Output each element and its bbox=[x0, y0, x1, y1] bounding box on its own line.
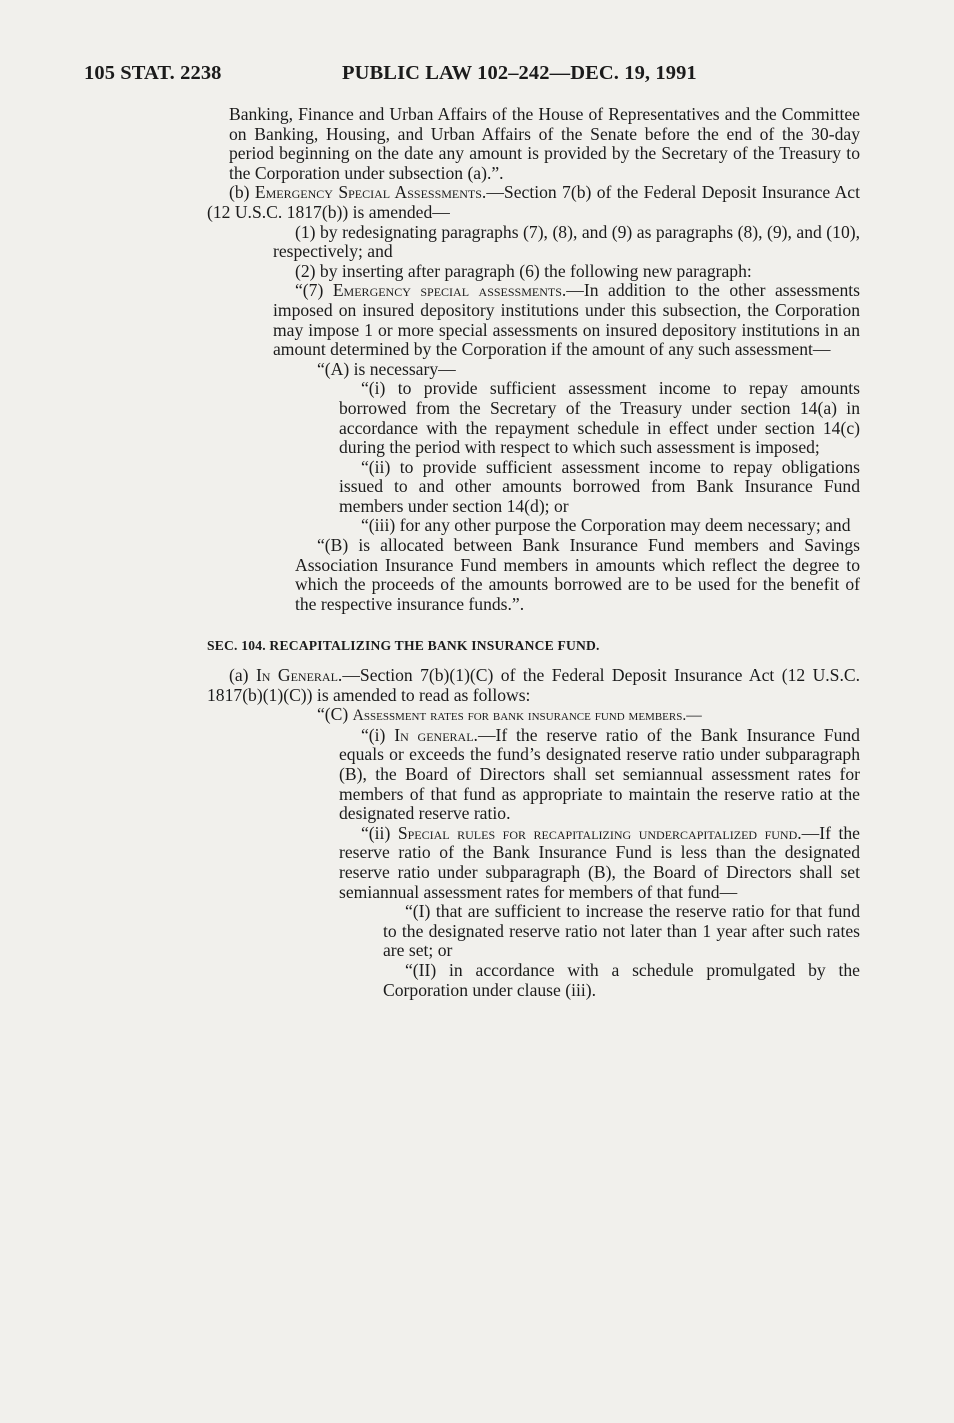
subsection-a-text: —Section 7(b)(1)(C) of the Federal Deposit Insurance Act (12 U.S.C. 1817(b)(1)(C)) is amended to read as follows: bbox=[207, 665, 860, 705]
paragraph-7-heading: Emergency special assessments. bbox=[332, 280, 567, 301]
subsection-a bbox=[207, 666, 860, 705]
subsection-a-heading: In General. bbox=[255, 665, 343, 686]
subparagraph-C-heading: Assessment rates for bank insurance fund members. bbox=[352, 707, 687, 725]
clause-A-iii: “(iii) for any other purpose the Corporation may deem necessary; and bbox=[361, 515, 851, 536]
paragraph-continuation: Banking, Finance and Urban Affairs of the House of Representatives and the Committee on Banking, Housing, and Urban Affairs of the Senate before the end of the 30-day period beginning on the date any amount is provided by the Secretary of the Treasury to the Corporation under subsection (a).”. bbox=[229, 104, 860, 183]
document-body bbox=[207, 104, 861, 1000]
clause-A-ii: “(ii) to provide sufficient assessment income to repay obligations issued to and other amounts borrowed from Bank Insurance Fund members under section 14(d); or bbox=[339, 456, 860, 516]
paragraph-7-label: “(7) bbox=[295, 280, 333, 301]
subsection-b-heading: Emergency Special Assessments. bbox=[254, 182, 487, 203]
paragraph-b2: (2) by inserting after paragraph (6) the following new paragraph: bbox=[295, 260, 752, 281]
clause-C-ii bbox=[339, 824, 860, 902]
section-104-heading: SEC. 104. RECAPITALIZING THE BANK INSURANCE FUND. bbox=[207, 638, 600, 654]
subsection-a-label: (a) bbox=[229, 665, 256, 686]
subclause-II: “(II) in accordance with a schedule promulgated by the Corporation under clause (iii). bbox=[383, 959, 860, 1000]
clause-A-i: “(i) to provide sufficient assessment income to repay amounts borrowed from the Secretary of the Treasury under section 14(a) in accordance with the repayment schedule in effect under section 14(c) during the period with respect to which such assessment is imposed; bbox=[339, 378, 860, 458]
clause-C-i-heading: In general. bbox=[394, 724, 478, 745]
public-law-citation: PUBLIC LAW 102–242—DEC. 19, 1991 bbox=[342, 62, 697, 84]
clause-C-i-label: “(i) bbox=[361, 724, 395, 745]
clause-C-i bbox=[339, 726, 860, 824]
clause-C-i-text: —If the reserve ratio of the Bank Insurance Fund equals or exceeds the fund’s designated reserve ratio under subparagraph (B), the Board of Directors shall set semiannual assessment rates for members of that fund as appropriate to maintain the reserve ratio at the designated reserve ratio. bbox=[339, 724, 860, 824]
subparagraph-C-text: — bbox=[686, 707, 702, 725]
clause-C-ii-heading: Special rules for recapitalizing undercapitalized fund. bbox=[397, 822, 802, 843]
subsection-b-label: (b) bbox=[229, 182, 255, 203]
statute-page-number: 105 STAT. 2238 bbox=[84, 62, 222, 84]
clause-C-ii-text: —If the reserve ratio of the Bank Insurance Fund is less than the designated reserve ratio under subparagraph (B), the Board of Directors shall set semiannual assessment rates for members of that fund— bbox=[339, 822, 860, 902]
subclause-I: “(I) that are sufficient to increase the reserve ratio for that fund to the designated reserve ratio not later than 1 year after such rates are set; or bbox=[383, 901, 860, 961]
subparagraph-A: “(A) is necessary— bbox=[317, 358, 456, 379]
paragraph-7 bbox=[273, 281, 860, 359]
paragraph-7-text: —In addition to the other assessments imposed on insured depository institutions under this subsection, the Corporation may impose 1 or more special assessments on insured depository institutions in an amount determined by the Corporation if the amount of any such assessment— bbox=[273, 280, 860, 360]
paragraph-b1: (1) by redesignating paragraphs (7), (8), and (9) as paragraphs (8), (9), and (10), respectively; and bbox=[273, 221, 860, 262]
subsection-b bbox=[207, 183, 860, 222]
subparagraph-C-label: “(C) bbox=[317, 704, 353, 725]
subparagraph-C bbox=[295, 705, 860, 726]
clause-C-ii-label: “(ii) bbox=[361, 822, 398, 843]
subparagraph-B: “(B) is allocated between Bank Insurance Fund members and Savings Association Insurance Fund members in amounts which reflect the degree to which the proceeds of the amounts borrowed are to be used for the benefit of the respective insurance funds.”. bbox=[295, 535, 860, 614]
subsection-b-text: —Section 7(b) of the Federal Deposit Insurance Act (12 U.S.C. 1817(b)) is amended— bbox=[207, 182, 861, 222]
